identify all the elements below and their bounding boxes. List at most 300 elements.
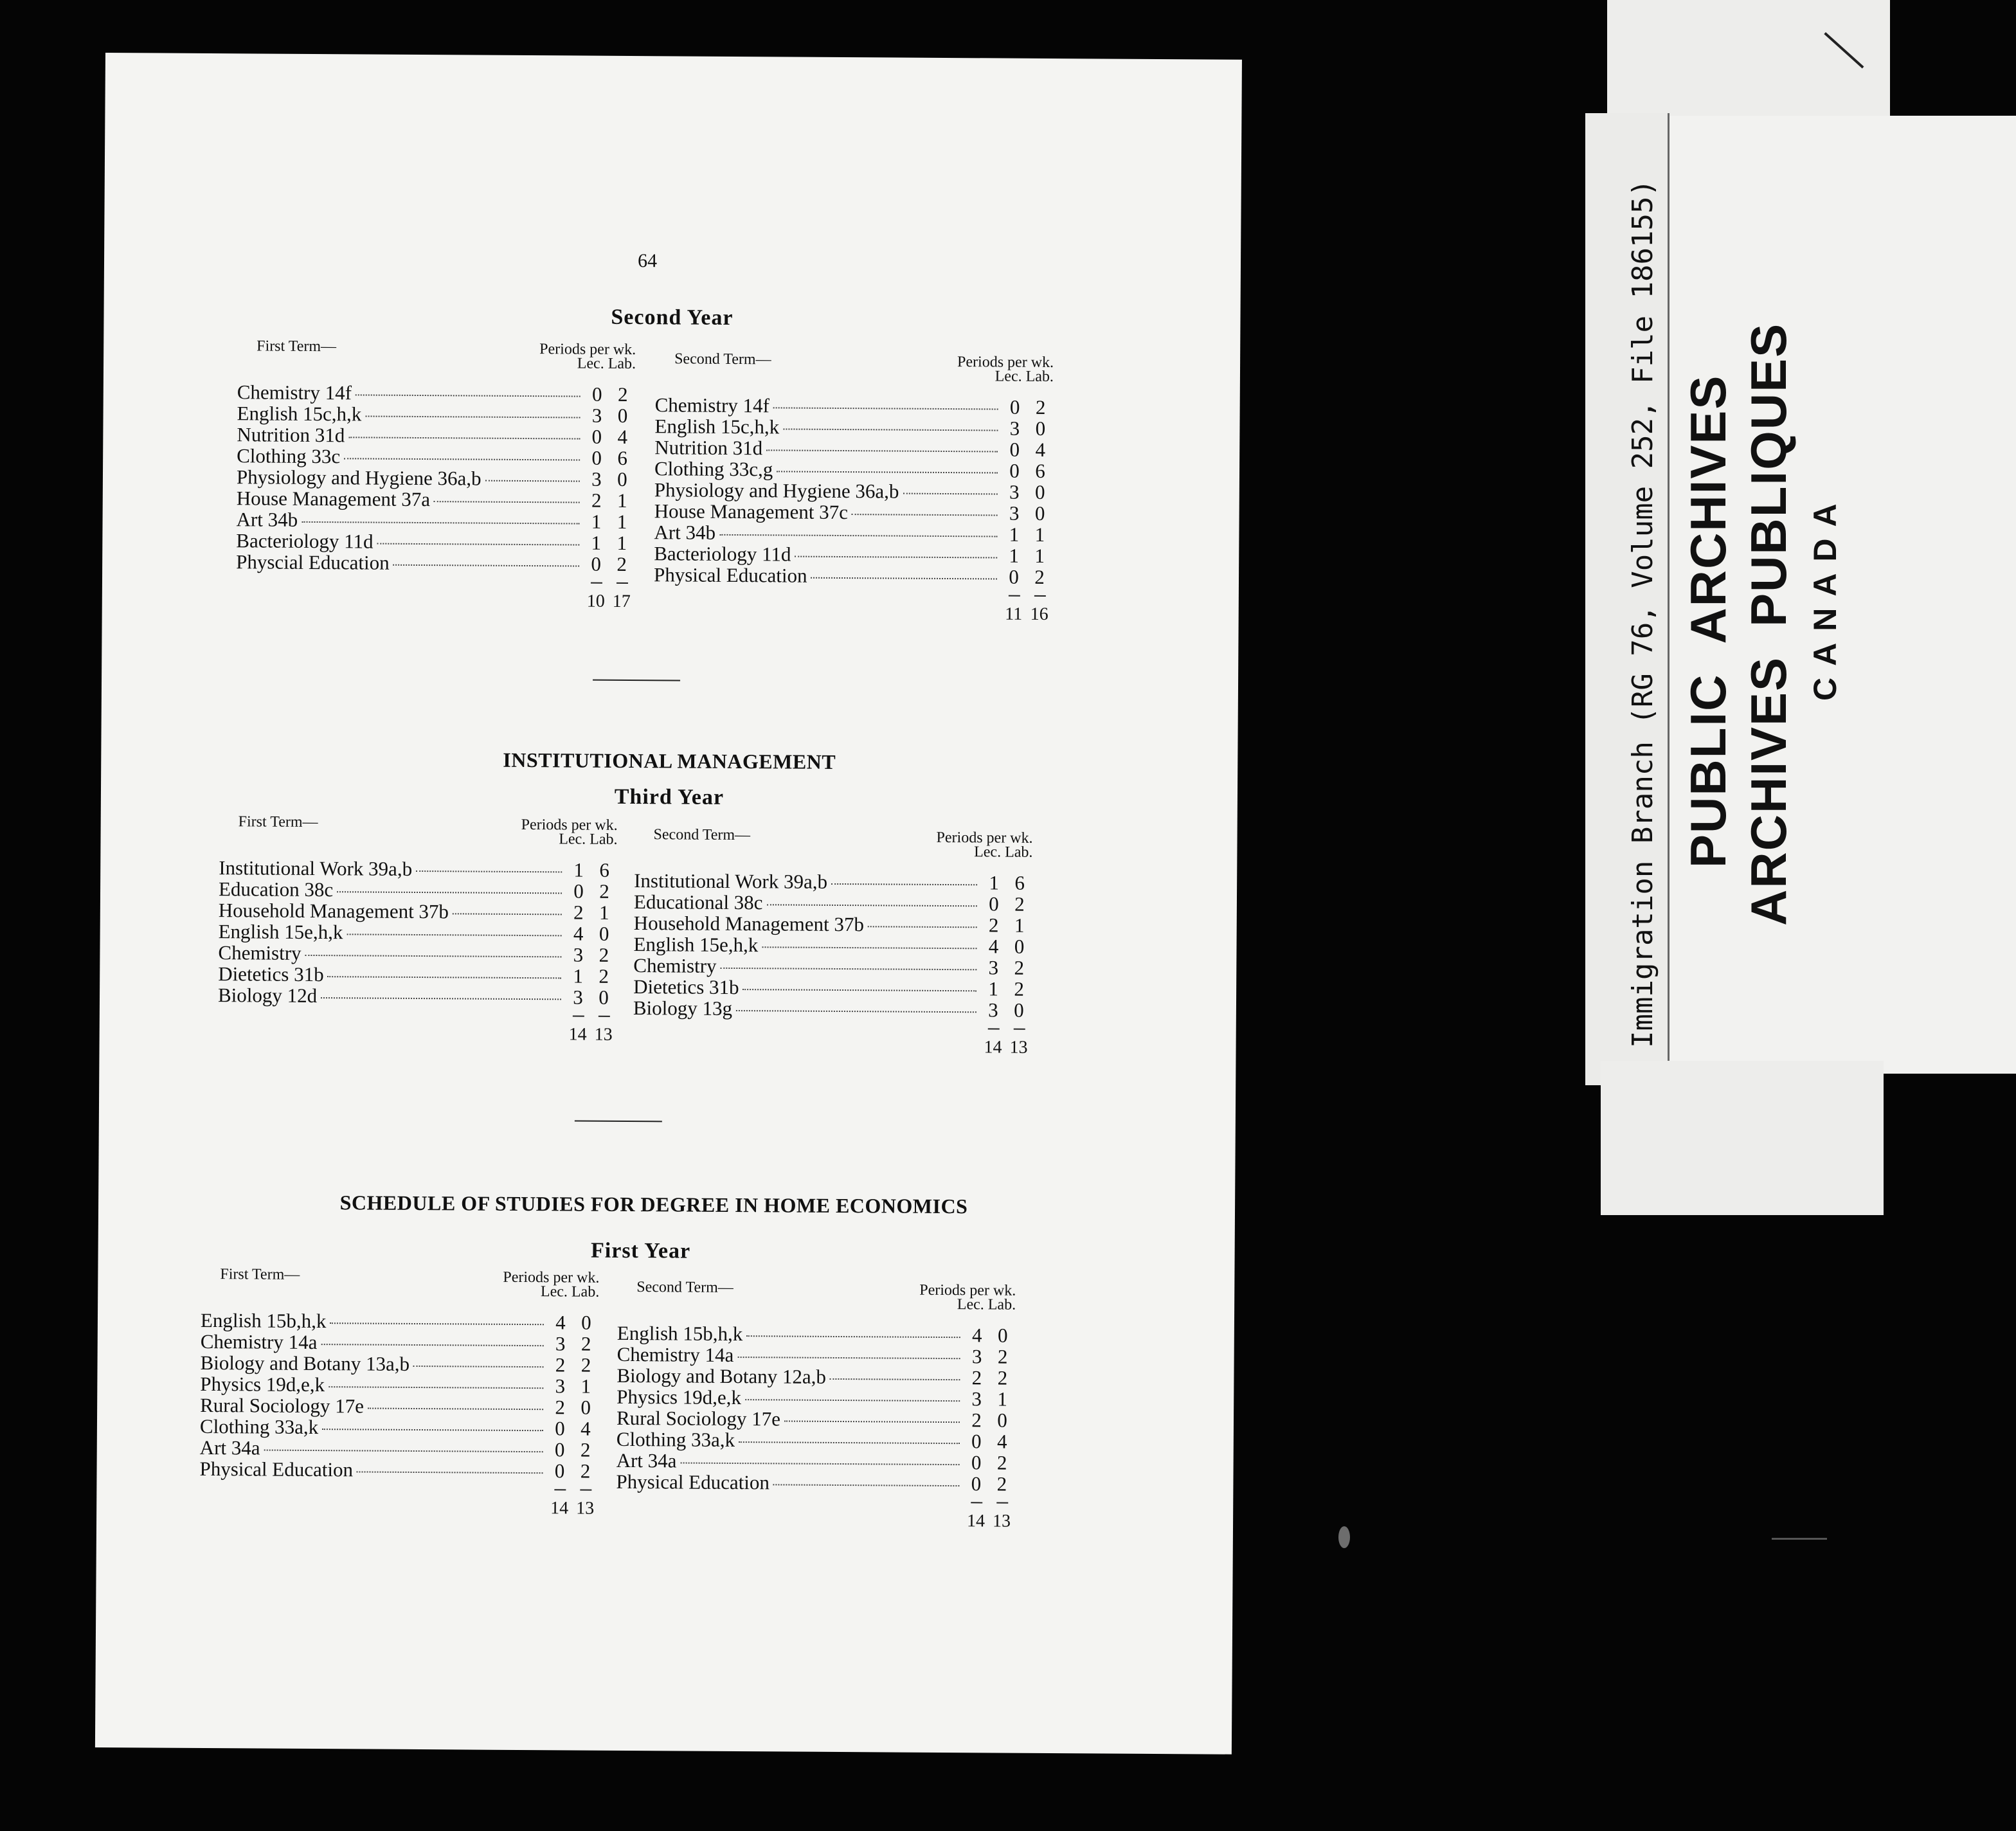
dot-leader <box>264 1450 543 1453</box>
course-name: Biology 12d <box>217 984 318 1007</box>
course-name: Physics 19d,e,k <box>200 1372 325 1396</box>
course-name: Art 34a <box>199 1436 260 1459</box>
course-name: Bacteriology 11d <box>654 542 791 566</box>
archive-line-3: CANADA <box>1807 492 1843 701</box>
dot-leader <box>328 976 562 979</box>
section-title-degree-home-economics: SCHEDULE OF STUDIES FOR DEGREE IN HOME ECONOMICS <box>339 1191 968 1218</box>
course-name: Art 34b <box>654 521 716 544</box>
course-name: English 15b,h,k <box>200 1308 327 1333</box>
dot-leader <box>852 514 998 516</box>
total-lab: 17 <box>609 582 634 612</box>
dot-leader <box>773 407 998 410</box>
lab-periods: 2 <box>1035 395 1046 419</box>
lab-periods: 0 <box>580 1396 591 1419</box>
dot-leader <box>746 1335 960 1338</box>
lecture-periods: 2 <box>971 1366 982 1389</box>
lab-periods: 1 <box>616 489 627 512</box>
lecture-periods: 3 <box>591 467 602 491</box>
dot-leader <box>485 480 580 482</box>
lab-periods: 2 <box>1014 977 1024 1000</box>
lab-periods: 2 <box>580 1438 591 1461</box>
section-heading-third-year: Third Year <box>614 784 724 809</box>
dot-leader <box>344 458 580 460</box>
course-row <box>218 963 616 987</box>
lab-periods: 6 <box>1035 459 1045 482</box>
lab-periods: 0 <box>997 1409 1007 1432</box>
course-row <box>617 1322 1016 1346</box>
course-row <box>654 521 1052 545</box>
lecture-periods: 0 <box>591 552 602 575</box>
course-name: Physical Education <box>616 1470 770 1494</box>
lecture-periods: 0 <box>1009 395 1020 419</box>
course-row <box>654 564 1052 588</box>
archive-reference: Immigration Branch (RG 76, Volume 252, File 186155) <box>1626 179 1659 1048</box>
course-name: Household Management 37b <box>633 912 865 936</box>
course-row <box>236 551 634 575</box>
term-label: Second Term— <box>674 350 771 368</box>
course-row <box>654 500 1053 524</box>
lecture-periods: 4 <box>555 1311 566 1334</box>
dot-leader <box>321 1344 543 1346</box>
dot-leader <box>743 989 977 991</box>
term-header <box>655 350 1054 390</box>
dot-leader <box>720 968 977 970</box>
dot-leader <box>795 556 997 559</box>
periods-per-week-header: Periods per wk. Lec. Lab. <box>919 1281 1016 1313</box>
lecture-periods: 1 <box>591 531 602 554</box>
lab-periods: 4 <box>580 1417 591 1440</box>
section-heading-second-year: Second Year <box>611 305 734 330</box>
total-lab: 13 <box>989 1502 1014 1531</box>
total-lecture: 14 <box>963 1502 989 1531</box>
lab-periods: 0 <box>617 404 628 427</box>
lab-periods: 0 <box>598 986 609 1009</box>
course-row <box>199 1458 598 1482</box>
lecture-periods: 0 <box>971 1430 982 1453</box>
course-row <box>633 955 1032 979</box>
lab-periods: 1 <box>598 901 609 924</box>
section-title-institutional-management: INSTITUTIONAL MANAGEMENT <box>503 748 836 773</box>
lab-periods: 2 <box>997 1366 1008 1389</box>
course-row <box>616 1471 1014 1495</box>
course-name: Nutrition 31d <box>654 436 763 460</box>
dot-leader <box>356 394 580 397</box>
dot-leader <box>773 1484 960 1486</box>
term-header <box>219 813 617 853</box>
course-row <box>200 1437 598 1461</box>
course-name: Nutrition 31d <box>237 423 345 447</box>
lecture-periods: 3 <box>573 943 584 966</box>
lab-periods: 4 <box>1035 438 1046 461</box>
dot-leader <box>831 883 977 885</box>
course-list <box>236 381 636 612</box>
course-row <box>633 997 1032 1021</box>
lab-periods: 4 <box>996 1430 1007 1453</box>
course-row <box>616 1386 1015 1410</box>
lab-periods: 1 <box>1034 544 1045 567</box>
course-row <box>237 487 635 511</box>
archive-line-1: PUBLICARCHIVES <box>1680 374 1736 868</box>
term-first-year-first <box>199 1266 599 1519</box>
term-label: First Term— <box>238 813 318 831</box>
dot-leader <box>413 1366 544 1367</box>
dot-leader <box>766 904 977 906</box>
course-name: Chemistry <box>633 954 717 977</box>
lecture-periods: 1 <box>1009 523 1020 546</box>
dot-leader <box>377 543 580 546</box>
lab-periods: 1 <box>1034 523 1045 546</box>
course-row <box>616 1407 1015 1431</box>
lab-periods: 2 <box>996 1472 1007 1495</box>
course-name: Art 34b <box>236 508 298 531</box>
dot-leader <box>762 946 977 949</box>
course-name: Chemistry 14a <box>616 1342 734 1367</box>
dot-leader <box>393 564 580 567</box>
lab-periods: 2 <box>1034 565 1045 588</box>
lab-periods: 1 <box>997 1387 1008 1411</box>
dot-leader <box>719 534 997 537</box>
course-name: Physiology and Hygiene 36a,b <box>654 478 899 503</box>
lecture-periods: 0 <box>554 1459 565 1483</box>
lecture-periods: 3 <box>988 998 998 1022</box>
term-second-year-second <box>654 350 1054 625</box>
lab-periods: 2 <box>580 1353 591 1376</box>
term-first-year-second <box>616 1279 1016 1532</box>
lecture-periods: 4 <box>971 1324 982 1347</box>
lecture-periods: 1 <box>573 858 584 881</box>
lecture-periods: 3 <box>555 1375 566 1398</box>
lecture-periods: 3 <box>573 986 583 1009</box>
dot-leader <box>766 449 998 452</box>
term-label: Second Term— <box>653 826 751 844</box>
dot-leader <box>453 913 562 915</box>
course-name: House Management 37c <box>654 500 849 524</box>
lecture-periods: 2 <box>555 1353 566 1376</box>
course-row <box>219 878 617 902</box>
course-row <box>237 402 635 426</box>
dot-leader <box>434 501 580 503</box>
dot-leader <box>737 1357 960 1359</box>
course-row <box>219 899 617 923</box>
course-row <box>654 415 1053 439</box>
total-lecture: 11 <box>1001 595 1027 625</box>
label-stub-top <box>1607 0 1890 116</box>
lab-periods: 4 <box>617 425 628 448</box>
periods-per-week-header: Periods per wk. Lec. Lab. <box>936 829 1033 861</box>
lab-periods: 0 <box>997 1324 1008 1347</box>
total-lab: 13 <box>572 1489 598 1519</box>
periods-per-week-header: Periods per wk. Lec. Lab. <box>957 354 1054 386</box>
dot-leader <box>302 521 579 525</box>
lecture-periods: 0 <box>971 1451 982 1474</box>
course-row <box>655 394 1054 418</box>
course-row <box>237 424 635 447</box>
course-row <box>634 870 1032 894</box>
course-name: Biology and Botany 12a,b <box>616 1364 827 1388</box>
dot-leader <box>321 997 561 1000</box>
course-name: Clothing 33c,g <box>654 457 773 481</box>
document-page <box>95 53 1242 1754</box>
course-row <box>219 921 617 944</box>
lab-periods: 2 <box>599 879 609 903</box>
course-name: Chemistry <box>218 941 302 964</box>
lecture-periods: 1 <box>1009 544 1020 567</box>
lab-periods: 6 <box>599 858 610 881</box>
course-row <box>237 445 635 469</box>
course-name: English 15c,h,k <box>237 402 362 426</box>
lecture-periods: 0 <box>555 1417 565 1440</box>
total-lab: 13 <box>1005 1029 1031 1058</box>
course-name: Biology 13g <box>633 997 733 1020</box>
course-row <box>616 1429 1015 1452</box>
lab-periods: 1 <box>580 1375 591 1398</box>
course-row <box>200 1352 598 1376</box>
dot-leader <box>783 428 998 431</box>
course-name: Physics 19d,e,k <box>616 1385 742 1409</box>
lecture-periods: 4 <box>573 922 584 945</box>
course-name: English 15e,h,k <box>218 920 343 944</box>
course-name: Educational 38c <box>633 890 763 914</box>
periods-per-week-header: Periods per wk. Lec. Lab. <box>539 341 636 373</box>
course-name: Chemistry 14f <box>237 381 352 404</box>
course-row <box>616 1365 1015 1389</box>
total-lecture: 14 <box>980 1028 1005 1058</box>
dot-leader <box>777 471 998 473</box>
lecture-periods: 1 <box>591 510 602 533</box>
dot-leader <box>365 415 580 418</box>
course-row <box>218 984 616 1008</box>
dot-leader <box>903 493 997 495</box>
section-divider <box>575 1120 662 1122</box>
lab-periods: 0 <box>1034 480 1045 503</box>
course-name: Rural Sociology 17e <box>200 1393 364 1418</box>
lecture-periods: 0 <box>971 1472 982 1495</box>
term-totals <box>218 1013 616 1045</box>
periods-per-week-header: Periods per wk. Lec. Lab. <box>521 816 618 848</box>
course-row <box>617 1344 1016 1367</box>
course-name: English 15e,h,k <box>633 933 759 957</box>
lab-periods: 0 <box>598 922 609 945</box>
dot-leader <box>784 1420 960 1423</box>
lecture-periods: 3 <box>1009 417 1020 440</box>
lecture-periods: 2 <box>555 1396 565 1419</box>
term-third-year-second <box>633 826 1032 1058</box>
lab-periods: 2 <box>598 964 609 988</box>
term-header <box>634 826 1032 866</box>
course-row <box>236 509 634 532</box>
term-header <box>201 1266 599 1306</box>
section-heading-first-year: First Year <box>590 1238 691 1263</box>
lab-periods: 0 <box>1014 998 1024 1022</box>
lab-periods: 1 <box>1014 914 1025 937</box>
course-row <box>634 891 1032 915</box>
lecture-periods: 2 <box>591 489 602 512</box>
lecture-periods: 0 <box>554 1438 565 1461</box>
lecture-periods: 1 <box>988 977 998 1000</box>
lab-periods: 2 <box>1014 892 1025 916</box>
course-list <box>654 394 1054 625</box>
course-row <box>201 1310 599 1333</box>
section-divider <box>593 680 680 681</box>
lecture-periods: 0 <box>1009 565 1019 588</box>
dot-leader <box>322 1429 543 1431</box>
course-row <box>654 437 1053 460</box>
course-list <box>633 870 1032 1058</box>
course-list <box>199 1310 599 1519</box>
course-row <box>634 912 1032 936</box>
lecture-periods: 3 <box>1009 501 1020 525</box>
course-list <box>218 857 618 1045</box>
archive-line-2: ARCHIVESPUBLIQUES <box>1740 322 1797 926</box>
term-label: First Term— <box>256 338 337 356</box>
dot-leader <box>328 1386 543 1389</box>
course-name: Physical Education <box>199 1457 354 1481</box>
lab-periods: 2 <box>1014 956 1025 979</box>
course-name: House Management 37a <box>236 487 431 511</box>
course-name: English 15b,h,k <box>616 1321 743 1346</box>
term-totals <box>633 1026 1031 1058</box>
lecture-periods: 0 <box>573 879 584 903</box>
page-number: 64 <box>637 250 658 272</box>
total-lab: 16 <box>1027 595 1052 625</box>
dot-leader <box>368 1408 543 1411</box>
lab-periods: 2 <box>617 383 628 406</box>
course-name: Chemistry 14f <box>654 393 770 417</box>
course-row <box>654 543 1052 566</box>
lab-periods: 2 <box>997 1345 1008 1368</box>
course-row <box>200 1373 598 1397</box>
lab-periods: 2 <box>616 552 627 575</box>
course-name: Physcial Education <box>236 550 390 574</box>
term-totals <box>616 1500 1014 1532</box>
course-name: Art 34a <box>616 1448 677 1472</box>
course-row <box>219 857 617 881</box>
course-row <box>236 530 634 554</box>
term-label: Second Term— <box>636 1279 734 1297</box>
film-smudge <box>1338 1526 1350 1548</box>
dot-leader <box>811 577 998 580</box>
lecture-periods: 3 <box>971 1387 982 1411</box>
lab-periods: 0 <box>581 1311 591 1334</box>
lecture-periods: 4 <box>988 935 999 958</box>
lab-periods: 2 <box>996 1451 1007 1474</box>
dot-leader <box>337 891 562 894</box>
course-name: Education 38c <box>218 878 334 901</box>
lecture-periods: 0 <box>989 892 999 916</box>
lecture-periods: 3 <box>555 1332 566 1355</box>
course-row <box>633 976 1032 1000</box>
dot-leader <box>680 1463 959 1466</box>
total-lecture: 14 <box>546 1489 572 1519</box>
course-name: Rural Sociology 17e <box>616 1406 781 1430</box>
course-name: Bacteriology 11d <box>236 529 374 553</box>
lecture-periods: 2 <box>971 1409 982 1432</box>
lecture-periods: 3 <box>1009 480 1020 503</box>
lecture-periods: 3 <box>988 956 999 979</box>
term-third-year-first <box>218 813 618 1045</box>
dot-leader <box>346 934 561 936</box>
course-row <box>200 1394 598 1418</box>
lecture-periods: 3 <box>971 1345 982 1368</box>
lab-periods: 2 <box>580 1332 591 1355</box>
lab-periods: 1 <box>616 510 627 533</box>
course-name: Household Management 37b <box>218 899 449 923</box>
dot-leader <box>330 1322 544 1325</box>
lecture-periods: 1 <box>989 871 999 894</box>
term-totals <box>654 593 1052 625</box>
course-name: Institutional Work 39a,b <box>219 856 413 880</box>
lab-periods: 0 <box>1034 501 1045 525</box>
lecture-periods: 0 <box>591 446 602 469</box>
lab-periods: 0 <box>1035 417 1046 440</box>
lecture-periods: 1 <box>573 964 584 988</box>
label-stub-bottom <box>1601 1061 1884 1215</box>
lecture-periods: 0 <box>591 425 602 448</box>
dot-leader <box>739 1441 960 1444</box>
course-name: Clothing 33a,k <box>199 1414 319 1439</box>
course-list <box>616 1322 1016 1532</box>
lecture-periods: 0 <box>591 383 602 406</box>
term-header <box>237 338 636 377</box>
course-row <box>237 466 635 490</box>
course-name: Institutional Work 39a,b <box>634 869 828 893</box>
lab-periods: 0 <box>1014 935 1025 958</box>
course-row <box>616 1450 1015 1474</box>
lab-periods: 2 <box>598 943 609 966</box>
lab-periods: 1 <box>616 531 627 554</box>
course-row <box>201 1331 599 1355</box>
course-row <box>654 479 1053 503</box>
dot-leader <box>745 1399 960 1402</box>
term-second-year-first <box>236 338 636 612</box>
course-name: Dietetics 31b <box>218 962 324 986</box>
course-name: Physical Education <box>653 563 807 587</box>
course-row <box>218 942 616 966</box>
dot-leader <box>868 926 977 928</box>
course-name: Clothing 33a,k <box>616 1427 735 1452</box>
term-totals <box>236 580 634 612</box>
dot-leader <box>305 955 562 957</box>
dot-leader <box>736 1010 977 1013</box>
film-mark <box>1772 1538 1827 1540</box>
course-name: Biology and Botany 13a,b <box>200 1351 410 1375</box>
dot-leader <box>348 437 580 439</box>
course-name: English 15c,h,k <box>654 415 780 438</box>
total-lecture: 14 <box>565 1015 591 1045</box>
dot-leader <box>830 1378 960 1380</box>
course-name: Dietetics 31b <box>633 975 739 999</box>
course-name: Clothing 33c <box>237 444 341 468</box>
total-lecture: 10 <box>583 582 609 612</box>
course-row <box>237 381 636 405</box>
course-row <box>633 934 1032 957</box>
lab-periods: 0 <box>617 467 627 491</box>
lecture-periods: 0 <box>1009 459 1020 482</box>
lecture-periods: 0 <box>1009 438 1020 461</box>
course-row <box>654 458 1053 482</box>
dot-leader <box>416 870 562 872</box>
course-name: Chemistry 14a <box>200 1330 318 1354</box>
course-name: Physiology and Hygiene 36a,b <box>236 465 482 490</box>
lecture-periods: 3 <box>591 404 602 427</box>
lab-periods: 6 <box>617 446 628 469</box>
term-label: First Term— <box>220 1266 300 1283</box>
periods-per-week-header: Periods per wk. Lec. Lab. <box>503 1268 600 1301</box>
lab-periods: 6 <box>1014 871 1025 894</box>
term-totals <box>199 1487 598 1519</box>
lecture-periods: 2 <box>573 901 584 924</box>
total-lab: 13 <box>591 1016 616 1045</box>
